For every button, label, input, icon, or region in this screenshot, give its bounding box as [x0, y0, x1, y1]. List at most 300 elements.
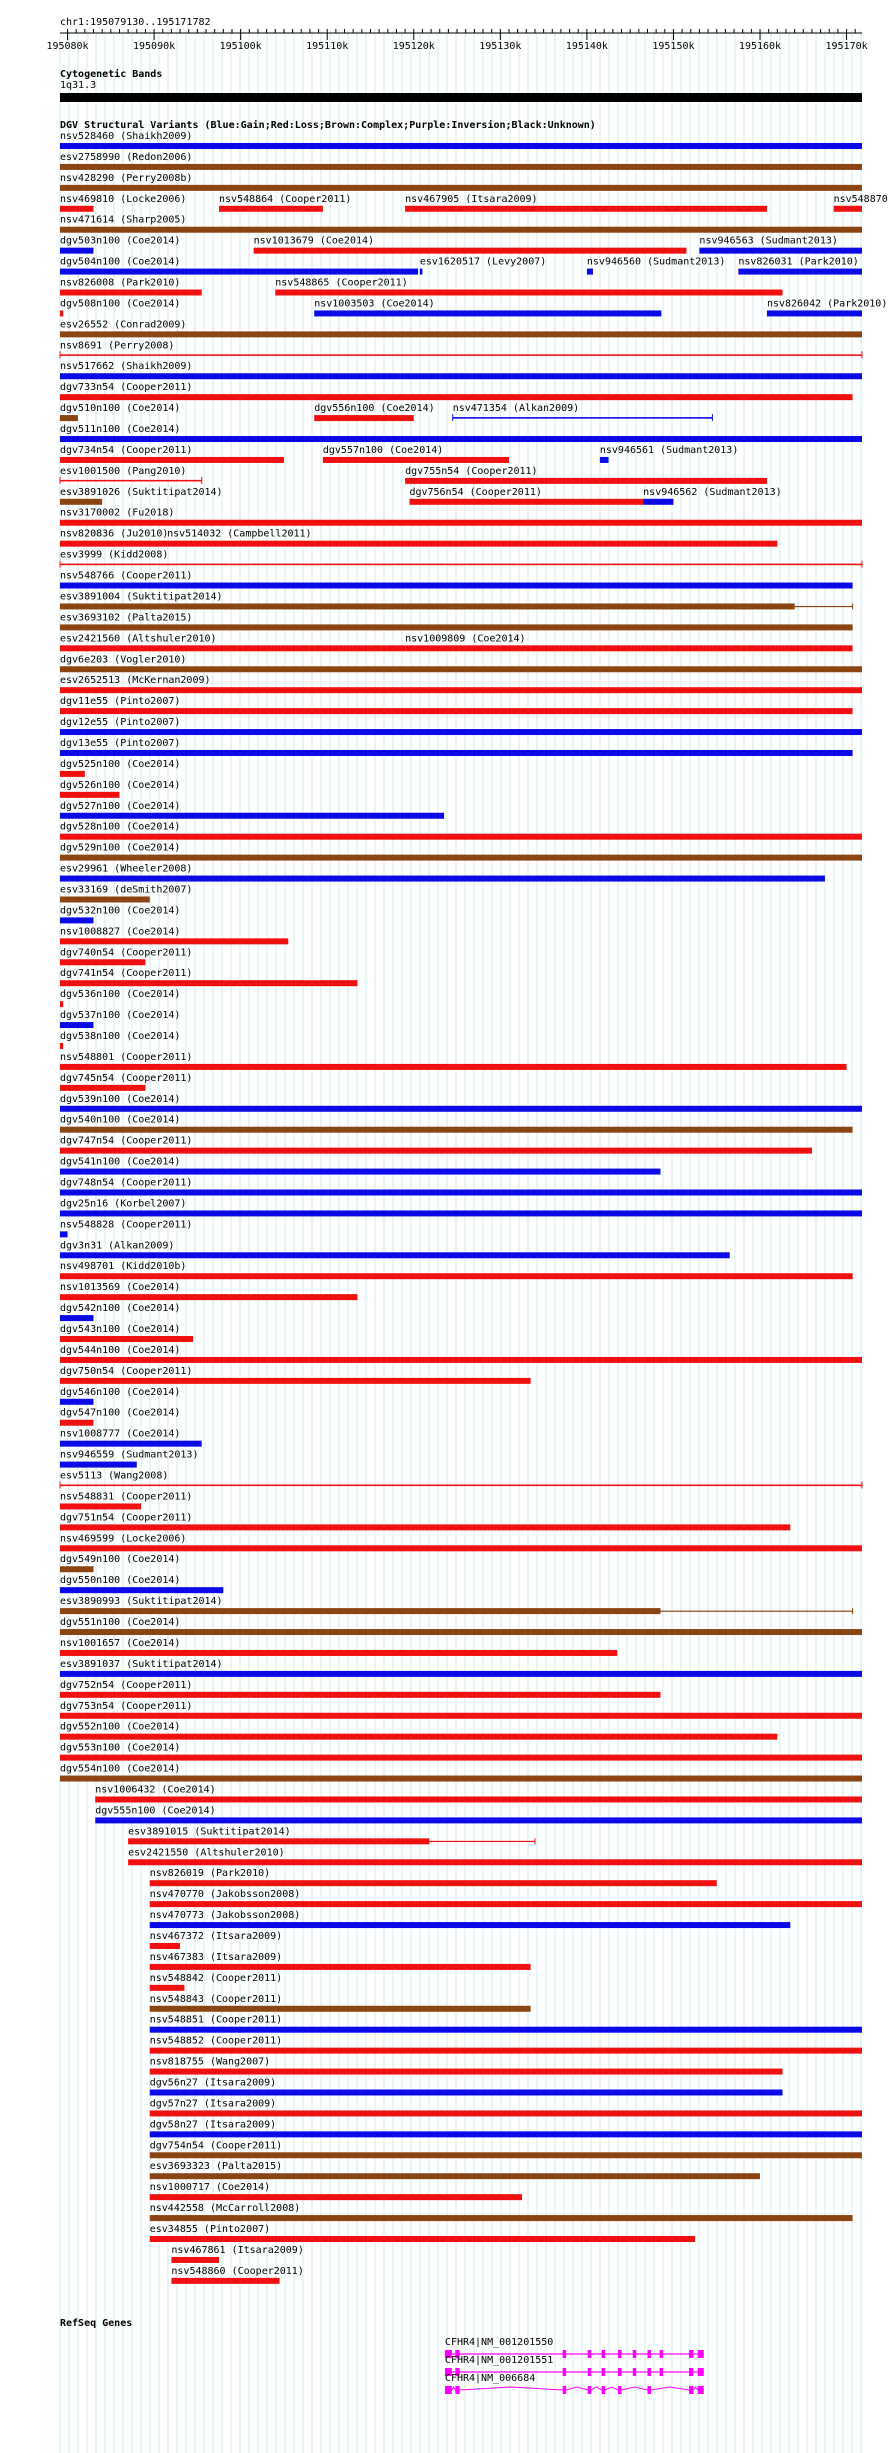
- variant-bar[interactable]: [60, 1231, 68, 1237]
- variant-bar[interactable]: [171, 2257, 219, 2263]
- cytoband-bar[interactable]: [60, 93, 862, 102]
- variant-feature[interactable]: [60, 717, 862, 735]
- variant-feature[interactable]: [60, 1554, 180, 1572]
- variant-bar[interactable]: [219, 206, 323, 212]
- variant-label: nsv946563 (Sudmant2013): [699, 235, 838, 247]
- variant-feature[interactable]: [150, 1973, 282, 1991]
- variant-bar[interactable]: [60, 1503, 141, 1509]
- variant-bar[interactable]: [150, 1964, 531, 1970]
- variant-bar[interactable]: [587, 269, 593, 275]
- variant-bar[interactable]: [738, 269, 862, 275]
- variant-feature[interactable]: [60, 424, 862, 442]
- variant-bar[interactable]: [60, 436, 862, 442]
- variant-label: dgv540n100 (Coe2014): [60, 1114, 181, 1126]
- variant-label: nsv548851 (Cooper2011): [149, 2014, 283, 2026]
- variant-label: nsv548842 (Cooper2011): [149, 1972, 283, 1984]
- variant-feature[interactable]: [150, 2140, 862, 2158]
- variant-feature[interactable]: [453, 403, 713, 421]
- variant-feature[interactable]: [60, 780, 180, 798]
- variant-bar[interactable]: [60, 373, 862, 379]
- variant-feature[interactable]: [60, 1157, 660, 1175]
- variant-feature[interactable]: [60, 466, 202, 484]
- gene-exon: [689, 2386, 693, 2394]
- variant-feature[interactable]: [60, 759, 180, 777]
- variant-feature[interactable]: [405, 194, 767, 212]
- variant-label: nsv517662 (Shaikh2009): [60, 361, 193, 373]
- variant-label: nsv1013569 (Coe2014): [60, 1282, 181, 1294]
- variant-bar[interactable]: [60, 1378, 531, 1384]
- variant-bar[interactable]: [420, 269, 423, 275]
- variant-label: dgv544n100 (Coe2014): [60, 1344, 181, 1356]
- variant-bar[interactable]: [60, 164, 862, 170]
- variant-feature[interactable]: [150, 2015, 862, 2033]
- variant-label: dgv56n27 (Itsara2009): [149, 2077, 277, 2089]
- variant-label: nsv548843 (Cooper2011): [149, 1993, 283, 2005]
- variant-bar[interactable]: [60, 1190, 862, 1196]
- variant-bar[interactable]: [60, 1671, 862, 1677]
- variant-bar[interactable]: [95, 1796, 862, 1802]
- variant-feature[interactable]: [60, 1701, 862, 1719]
- variant-feature[interactable]: [150, 2161, 760, 2179]
- variant-feature[interactable]: [405, 633, 853, 651]
- variant-feature[interactable]: [60, 654, 862, 672]
- gene-exon: [618, 2386, 621, 2394]
- variant-bar[interactable]: [60, 583, 853, 589]
- variant-bar[interactable]: [150, 1880, 717, 1886]
- variant-feature[interactable]: [167, 529, 777, 547]
- variant-bar[interactable]: [128, 1838, 429, 1844]
- variant-bar[interactable]: [600, 457, 609, 463]
- variant-bar[interactable]: [60, 1587, 223, 1593]
- variant-feature[interactable]: [60, 1387, 180, 1405]
- variant-label: dgv741n54 (Cooper2011): [60, 968, 193, 980]
- variant-label: nsv826042 (Park2010): [766, 298, 888, 310]
- variant-feature[interactable]: [150, 1889, 862, 1907]
- variant-feature[interactable]: [60, 131, 862, 149]
- ruler-tick-label: 195090k: [133, 41, 176, 52]
- variant-label: dgv57n27 (Itsara2009): [149, 2098, 277, 2110]
- variant-feature[interactable]: [60, 675, 862, 693]
- variant-bar[interactable]: [60, 354, 862, 356]
- variant-feature[interactable]: [60, 1471, 862, 1489]
- variant-bar[interactable]: [171, 2278, 279, 2284]
- variant-feature[interactable]: [323, 445, 509, 463]
- variant-feature[interactable]: [60, 361, 862, 379]
- variant-feature[interactable]: [60, 1094, 862, 1112]
- variant-label: dgv556n100 (Coe2014): [314, 403, 435, 415]
- variant-feature[interactable]: [60, 1659, 862, 1677]
- variant-feature[interactable]: [60, 152, 862, 170]
- variant-bar[interactable]: [60, 1545, 862, 1551]
- variant-label: esv3890993 (Suktitipat2014): [60, 1596, 223, 1608]
- variant-bar[interactable]: [405, 478, 767, 484]
- variant-bar[interactable]: [60, 1357, 862, 1363]
- variant-bar-extension[interactable]: [429, 1841, 535, 1842]
- variant-bar[interactable]: [314, 310, 661, 316]
- variant-feature[interactable]: [60, 1178, 862, 1196]
- variant-feature[interactable]: [60, 1324, 193, 1342]
- variant-feature[interactable]: [60, 1680, 660, 1698]
- variant-bar[interactable]: [150, 2089, 783, 2095]
- gene-exon: [660, 2350, 663, 2358]
- variant-bar[interactable]: [60, 1776, 862, 1782]
- gene-exon: [588, 2350, 591, 2358]
- variant-feature[interactable]: [150, 2036, 862, 2054]
- refseq-track-title: RefSeq Genes: [60, 2318, 133, 2329]
- variant-bar[interactable]: [60, 499, 102, 505]
- variant-feature[interactable]: [150, 1952, 531, 1970]
- variant-bar[interactable]: [60, 1315, 93, 1321]
- variant-label: dgv546n100 (Coe2014): [60, 1386, 181, 1398]
- variant-bar[interactable]: [150, 2131, 862, 2137]
- cytoband-track-title: Cytogenetic Bands: [60, 69, 163, 80]
- variant-label: esv3693102 (Palta2015): [60, 612, 193, 624]
- variant-feature[interactable]: [60, 1533, 862, 1551]
- variant-feature[interactable]: [150, 2182, 522, 2200]
- variant-bar[interactable]: [60, 331, 862, 337]
- variant-bar[interactable]: [150, 1985, 185, 1991]
- variant-bar[interactable]: [643, 499, 673, 505]
- variant-feature[interactable]: [150, 2098, 862, 2116]
- variant-label: nsv498701 (Kidd2010b): [60, 1261, 187, 1273]
- variant-feature[interactable]: [171, 2245, 303, 2263]
- ruler-tick-label: 195160k: [738, 41, 782, 52]
- variant-feature[interactable]: [60, 1429, 202, 1447]
- variant-label: dgv3n31 (Alkan2009): [60, 1240, 175, 1252]
- variant-bar[interactable]: [323, 457, 509, 463]
- variant-bar[interactable]: [60, 206, 93, 212]
- variant-bar[interactable]: [60, 480, 202, 482]
- variant-bar[interactable]: [150, 2236, 695, 2242]
- variant-feature[interactable]: [219, 194, 351, 212]
- variant-bar[interactable]: [150, 1943, 180, 1949]
- gene-exon: [647, 2368, 650, 2376]
- variant-feature[interactable]: [60, 1617, 862, 1635]
- gene-exon: [445, 2386, 452, 2394]
- variant-label: dgv13e55 (Pinto2007): [60, 737, 181, 749]
- variant-bar[interactable]: [60, 959, 145, 965]
- variant-bar[interactable]: [60, 896, 150, 902]
- variant-bar[interactable]: [60, 750, 853, 756]
- variant-bar[interactable]: [60, 1169, 660, 1175]
- variant-bar[interactable]: [150, 2194, 522, 2200]
- gene-exon: [689, 2350, 693, 2358]
- variant-label: esv33169 (deSmith2007): [60, 884, 193, 896]
- variant-bar[interactable]: [60, 1210, 862, 1216]
- variant-feature[interactable]: [60, 822, 862, 840]
- variant-feature[interactable]: [150, 1910, 791, 1928]
- variant-label: dgv503n100 (Coe2014): [60, 235, 181, 247]
- variant-bar[interactable]: [60, 1043, 63, 1049]
- gene-exon: [602, 2386, 605, 2394]
- variant-bar[interactable]: [60, 771, 85, 777]
- variant-feature[interactable]: [60, 550, 862, 568]
- variant-bar-extension[interactable]: [660, 1611, 852, 1612]
- variant-bar[interactable]: [60, 457, 284, 463]
- variant-feature[interactable]: [60, 257, 418, 275]
- variant-bar[interactable]: [60, 1734, 777, 1740]
- variant-feature[interactable]: [60, 1408, 180, 1426]
- variant-bar[interactable]: [60, 1566, 93, 1572]
- variant-bar[interactable]: [405, 645, 853, 651]
- variant-feature[interactable]: [128, 1847, 862, 1865]
- variant-feature[interactable]: [60, 236, 180, 254]
- variant-bar[interactable]: [60, 1608, 660, 1614]
- variant-bar[interactable]: [60, 541, 167, 547]
- variant-bar[interactable]: [60, 290, 202, 296]
- variant-bar[interactable]: [767, 310, 862, 316]
- ruler-tick-label: 195120k: [392, 41, 435, 52]
- variant-label: dgv526n100 (Coe2014): [60, 779, 181, 791]
- variant-label: nsv826031 (Park2010): [738, 256, 859, 268]
- variant-feature[interactable]: [60, 1345, 862, 1363]
- variant-bar[interactable]: [60, 1106, 862, 1112]
- variant-bar[interactable]: [150, 2069, 783, 2075]
- variant-feature[interactable]: [60, 1052, 847, 1070]
- variant-bar[interactable]: [275, 290, 782, 296]
- variant-bar[interactable]: [699, 248, 862, 254]
- variant-feature[interactable]: [60, 508, 862, 526]
- variant-bar[interactable]: [60, 708, 853, 714]
- variant-feature[interactable]: [60, 1366, 531, 1384]
- variant-bar[interactable]: [128, 1859, 862, 1865]
- variant-bar[interactable]: [60, 1441, 202, 1447]
- variant-feature[interactable]: [60, 801, 444, 819]
- variant-feature[interactable]: [587, 257, 725, 275]
- variant-feature[interactable]: [60, 1764, 862, 1782]
- variant-feature[interactable]: [150, 2057, 783, 2075]
- variant-feature[interactable]: [60, 445, 284, 463]
- variant-bar[interactable]: [60, 1294, 358, 1300]
- variant-label: esv34855 (Pinto2007): [149, 2224, 271, 2235]
- variant-bar[interactable]: [453, 417, 713, 419]
- variant-bar[interactable]: [167, 541, 777, 547]
- variant-bar[interactable]: [60, 645, 405, 651]
- ruler-tick-label: 195170k: [825, 41, 868, 52]
- variant-bar-extension[interactable]: [795, 606, 853, 607]
- variant-feature[interactable]: [150, 2224, 695, 2242]
- variant-bar[interactable]: [60, 1273, 853, 1279]
- variant-feature[interactable]: [60, 1743, 862, 1761]
- variant-bar[interactable]: [60, 603, 795, 609]
- variant-bar[interactable]: [60, 917, 93, 923]
- variant-label: nsv428290 (Perry2008b): [60, 172, 193, 184]
- gene-model[interactable]: [445, 2373, 704, 2394]
- variant-feature[interactable]: [60, 1722, 777, 1740]
- gene-exon: [698, 2350, 704, 2358]
- variant-feature[interactable]: [60, 843, 862, 861]
- variant-feature[interactable]: [60, 947, 192, 965]
- variant-bar[interactable]: [60, 624, 853, 630]
- variant-bar[interactable]: [60, 248, 93, 254]
- variant-feature[interactable]: [60, 1073, 192, 1091]
- variant-bar[interactable]: [405, 206, 767, 212]
- variant-feature[interactable]: [150, 2119, 862, 2137]
- variant-bar[interactable]: [60, 227, 862, 233]
- variant-feature[interactable]: [60, 1219, 192, 1237]
- variant-bar[interactable]: [150, 1922, 791, 1928]
- ruler-tick-label: 195140k: [565, 41, 608, 52]
- variant-feature[interactable]: [60, 1240, 730, 1258]
- variant-bar[interactable]: [314, 415, 414, 421]
- variant-feature[interactable]: [60, 1198, 862, 1216]
- variant-feature[interactable]: [767, 298, 887, 316]
- variant-bar[interactable]: [834, 206, 862, 212]
- variant-feature[interactable]: [60, 340, 862, 358]
- variant-feature[interactable]: [60, 926, 288, 944]
- variant-bar[interactable]: [60, 185, 862, 191]
- variant-bar[interactable]: [60, 1399, 93, 1405]
- variant-label: dgv753n54 (Cooper2011): [60, 1700, 193, 1712]
- variant-bar[interactable]: [60, 310, 63, 316]
- variant-bar[interactable]: [60, 564, 862, 566]
- variant-label: dgv740n54 (Cooper2011): [60, 947, 193, 959]
- variant-feature[interactable]: [600, 445, 738, 463]
- variant-feature[interactable]: [150, 2077, 783, 2095]
- variant-feature[interactable]: [150, 1931, 282, 1949]
- variant-label: dgv552n100 (Coe2014): [60, 1721, 181, 1733]
- variant-label: dgv550n100 (Coe2014): [60, 1575, 181, 1587]
- variant-bar[interactable]: [60, 1085, 145, 1091]
- gene-exon: [563, 2386, 566, 2394]
- variant-label: nsv471614 (Sharp2005): [60, 214, 187, 226]
- variant-bar[interactable]: [60, 415, 78, 421]
- variant-bar[interactable]: [150, 2215, 853, 2221]
- variant-label: nsv467383 (Itsara2009): [149, 1951, 283, 1963]
- variant-feature[interactable]: [171, 2266, 303, 2284]
- variant-label: dgv557n100 (Coe2014): [322, 444, 444, 456]
- variant-bar[interactable]: [60, 813, 444, 819]
- variant-bar[interactable]: [60, 520, 862, 526]
- variant-bar[interactable]: [60, 938, 288, 944]
- variant-bar[interactable]: [60, 666, 862, 672]
- variant-label: dgv747n54 (Cooper2011): [60, 1135, 193, 1147]
- variant-bar[interactable]: [150, 2173, 760, 2179]
- variant-label: dgv12e55 (Pinto2007): [60, 717, 181, 729]
- variant-bar[interactable]: [150, 2152, 862, 2158]
- ruler-tick-label: 195100k: [219, 41, 262, 52]
- variant-bar[interactable]: [150, 2027, 862, 2033]
- variant-bar[interactable]: [60, 1336, 193, 1342]
- variant-bar[interactable]: [60, 1629, 862, 1635]
- variant-feature[interactable]: [60, 319, 862, 337]
- variant-feature[interactable]: [95, 1784, 862, 1802]
- variant-bar[interactable]: [60, 1462, 137, 1468]
- variant-feature[interactable]: [409, 487, 643, 505]
- variant-bar[interactable]: [60, 1713, 862, 1719]
- variant-feature[interactable]: [254, 236, 687, 254]
- variant-label: nsv826008 (Park2010): [60, 277, 181, 289]
- variant-label: nsv3170002 (Fu2018): [60, 507, 175, 519]
- variant-feature[interactable]: [60, 529, 168, 547]
- variant-bar[interactable]: [60, 1064, 847, 1070]
- variant-bar[interactable]: [150, 2048, 862, 2054]
- variant-label: nsv467372 (Itsara2009): [149, 1930, 283, 1942]
- variant-bar[interactable]: [60, 1485, 862, 1487]
- variant-bar[interactable]: [60, 1252, 730, 1258]
- variant-bar[interactable]: [60, 143, 862, 149]
- variant-bar[interactable]: [150, 2006, 531, 2012]
- variant-label: dgv745n54 (Cooper2011): [60, 1072, 193, 1084]
- variant-bar[interactable]: [150, 2110, 862, 2116]
- variant-label: dgv529n100 (Coe2014): [60, 842, 181, 854]
- variant-label: dgv538n100 (Coe2014): [60, 1030, 181, 1042]
- variant-feature[interactable]: [60, 1303, 180, 1321]
- variant-bar[interactable]: [95, 1817, 862, 1823]
- variant-bar[interactable]: [254, 248, 687, 254]
- variant-feature[interactable]: [643, 487, 781, 505]
- variant-bar[interactable]: [150, 1901, 862, 1907]
- dgv-track-title: DGV Structural Variants (Blue:Gain;Red:Loss;Brown:Complex;Purple:Inversion;Black:Unknown): [60, 120, 596, 131]
- variant-bar[interactable]: [60, 1524, 790, 1530]
- variant-feature[interactable]: [60, 278, 202, 296]
- variant-feature[interactable]: [60, 633, 405, 651]
- variant-label: nsv1006432 (Coe2014): [95, 1784, 216, 1796]
- variant-label: esv3891037 (Suktitipat2014): [60, 1658, 223, 1670]
- variant-feature[interactable]: [60, 215, 862, 233]
- variant-bar[interactable]: [60, 1420, 93, 1426]
- variant-bar[interactable]: [60, 394, 853, 400]
- variant-bar[interactable]: [60, 876, 825, 882]
- variant-feature[interactable]: [738, 257, 862, 275]
- variant-bar[interactable]: [60, 834, 862, 840]
- variant-bar[interactable]: [60, 1755, 862, 1761]
- variant-feature[interactable]: [95, 1805, 862, 1823]
- variant-bar[interactable]: [60, 729, 862, 735]
- variant-bar[interactable]: [60, 269, 418, 275]
- variant-feature[interactable]: [60, 1575, 223, 1593]
- variant-bar[interactable]: [60, 792, 119, 798]
- variant-feature[interactable]: [60, 1491, 192, 1509]
- variant-feature[interactable]: [60, 968, 358, 986]
- variant-feature[interactable]: [60, 864, 825, 882]
- variant-bar[interactable]: [60, 1148, 812, 1154]
- variant-feature[interactable]: [150, 1868, 717, 1886]
- variant-feature[interactable]: [60, 1282, 358, 1300]
- variant-bar[interactable]: [60, 1692, 660, 1698]
- variant-label: dgv528n100 (Coe2014): [60, 821, 181, 833]
- variant-label: nsv946560 (Sudmant2013): [586, 256, 726, 268]
- position-readout: chr1:195079130..195171782: [60, 17, 211, 28]
- variant-feature[interactable]: [60, 173, 862, 191]
- variant-bar[interactable]: [60, 687, 862, 693]
- variant-bar[interactable]: [60, 855, 862, 861]
- variant-feature[interactable]: [405, 466, 767, 484]
- variant-feature[interactable]: [60, 905, 180, 923]
- variant-feature[interactable]: [60, 1450, 198, 1468]
- variant-bar[interactable]: [60, 1650, 617, 1656]
- variant-bar[interactable]: [60, 980, 358, 986]
- variant-feature[interactable]: [150, 1994, 531, 2012]
- variant-bar[interactable]: [60, 1127, 853, 1133]
- variant-label: esv3693323 (Palta2015): [149, 2161, 283, 2173]
- variant-feature[interactable]: [60, 884, 192, 902]
- variant-feature[interactable]: [60, 1010, 180, 1028]
- variant-feature[interactable]: [834, 194, 888, 212]
- variant-label: dgv551n100 (Coe2014): [60, 1617, 181, 1629]
- variant-bar[interactable]: [409, 499, 643, 505]
- variant-bar[interactable]: [60, 1001, 63, 1007]
- variant-label: nsv469810 (Locke2006): [60, 193, 187, 205]
- variant-bar[interactable]: [60, 1022, 93, 1028]
- variant-feature[interactable]: [314, 403, 434, 421]
- gene-exon: [455, 2386, 459, 2394]
- variant-label: nsv442558 (McCarroll2008): [149, 2203, 301, 2215]
- gene-exon: [647, 2350, 650, 2358]
- variant-feature[interactable]: [699, 236, 862, 254]
- variant-feature[interactable]: [275, 278, 782, 296]
- variant-label: dgv508n100 (Coe2014): [60, 298, 181, 310]
